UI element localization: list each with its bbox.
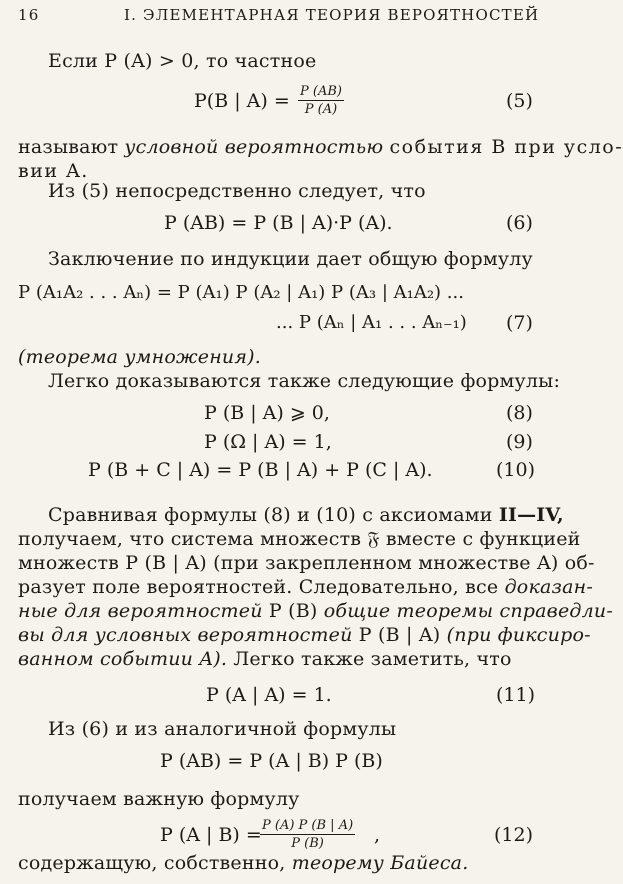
definition-text-c: события B при усло- — [389, 136, 623, 158]
eq8-formula: P (B | A) ⩾ 0, — [204, 402, 330, 424]
paragraph-compare-line2: получаем, что система множеств 𝔉 вместе с функцией — [18, 528, 581, 550]
compare-text: Сравнивая формулы (8) и (10) с аксиомами — [48, 504, 493, 526]
eq12-fraction — [260, 818, 355, 851]
eq8-number: (8) — [506, 402, 533, 424]
eq5-fraction — [298, 84, 344, 117]
paragraph-compare-line4 — [18, 576, 593, 598]
line6-formula: P (B | A) — [358, 624, 441, 646]
paragraph-analogous: Из (6) и из аналогичной формулы — [48, 718, 397, 740]
line4-italic: доказан- — [504, 576, 593, 598]
line5-italic-a: ные для вероятностей — [18, 600, 263, 622]
eq12-numerator: P (A) P (B | A) — [262, 818, 354, 833]
paragraph-compare-line6 — [18, 624, 591, 646]
eq6-number: (6) — [506, 212, 533, 234]
eq12-comma: , — [374, 824, 381, 846]
paragraph-important: получаем важную формулу — [18, 788, 300, 810]
eq7-number: (7) — [506, 312, 533, 334]
line5-italic-c: общие теоремы справедли- — [323, 600, 613, 622]
line5-formula: P (B) — [268, 600, 318, 622]
eq11-formula: P (A | A) = 1. — [206, 684, 332, 706]
definition-term: условной вероятностью — [124, 136, 384, 158]
eq7-line2: ... P (Aₙ | A₁ . . . Aₙ₋₁) — [276, 312, 467, 333]
paragraph-compare-line1 — [48, 504, 564, 526]
eq5-lhs: P(B | A) = — [194, 90, 290, 112]
line4-text: разует поле вероятностей. Следовательно, все — [18, 576, 499, 598]
eq6-formula: P (AB) = P (B | A)·P (A). — [164, 212, 393, 234]
bayes-theorem: теорему Байеса. — [291, 852, 469, 874]
definition-text-a: называют — [18, 136, 119, 158]
page-number: 16 — [18, 6, 40, 24]
eq-analogous-formula: P (AB) = P (A | B) P (B) — [160, 750, 383, 772]
eq11-number: (11) — [496, 684, 536, 706]
paragraph-definition-line2: вии A. — [18, 160, 89, 182]
axioms-ref: II—IV, — [498, 504, 564, 526]
paragraph-compare-line5 — [18, 600, 613, 622]
eq12-denominator: P (B) — [291, 836, 324, 851]
line6-italic-a: вы для условных вероятностей — [18, 624, 353, 646]
paragraph-multiplication-theorem: (теорема умножения). — [18, 346, 261, 368]
paragraph-induction: Заключение по индукции дает общую формулу — [48, 248, 533, 270]
paragraph-bayes — [18, 852, 468, 874]
line7-text: Легко также заметить, что — [233, 648, 512, 670]
eq10-number: (10) — [496, 459, 536, 481]
eq9-formula: P (Ω | A) = 1, — [204, 431, 332, 453]
line7-italic: ванном событии A). — [18, 648, 228, 670]
eq12-number: (12) — [494, 824, 534, 846]
paragraph-compare-line7 — [18, 648, 512, 670]
paragraph-compare-line3: множеств P (B | A) (при закрепленном множестве A) об- — [18, 552, 595, 574]
eq7-line1: P (A₁A₂ . . . Aₙ) = P (A₁) P (A₂ | A₁) P (A₃ | A₁A₂) ... — [18, 282, 464, 303]
paragraph-follows: Из (5) непосредственно следует, что — [48, 180, 426, 202]
eq12-lhs: P (A | B) = — [160, 824, 262, 846]
chapter-title: I. ЭЛЕМЕНТАРНАЯ ТЕОРИЯ ВЕРОЯТНОСТЕЙ — [124, 6, 540, 24]
eq5-number: (5) — [506, 90, 533, 112]
paragraph-easy-proof: Легко доказываются также следующие формулы: — [48, 370, 561, 392]
paragraph-definition-line1 — [18, 136, 623, 158]
line6-italic-c: (при фиксиро- — [446, 624, 591, 646]
eq9-number: (9) — [506, 431, 533, 453]
bayes-text: содержащую, собственно, — [18, 852, 286, 874]
eq5-denominator: P (A) — [304, 102, 338, 117]
paragraph-intro: Если P (A) > 0, то частное — [48, 50, 317, 72]
eq10-formula: P (B + C | A) = P (B | A) + P (C | A). — [88, 459, 433, 481]
eq5-numerator: P (AB) — [300, 84, 342, 99]
